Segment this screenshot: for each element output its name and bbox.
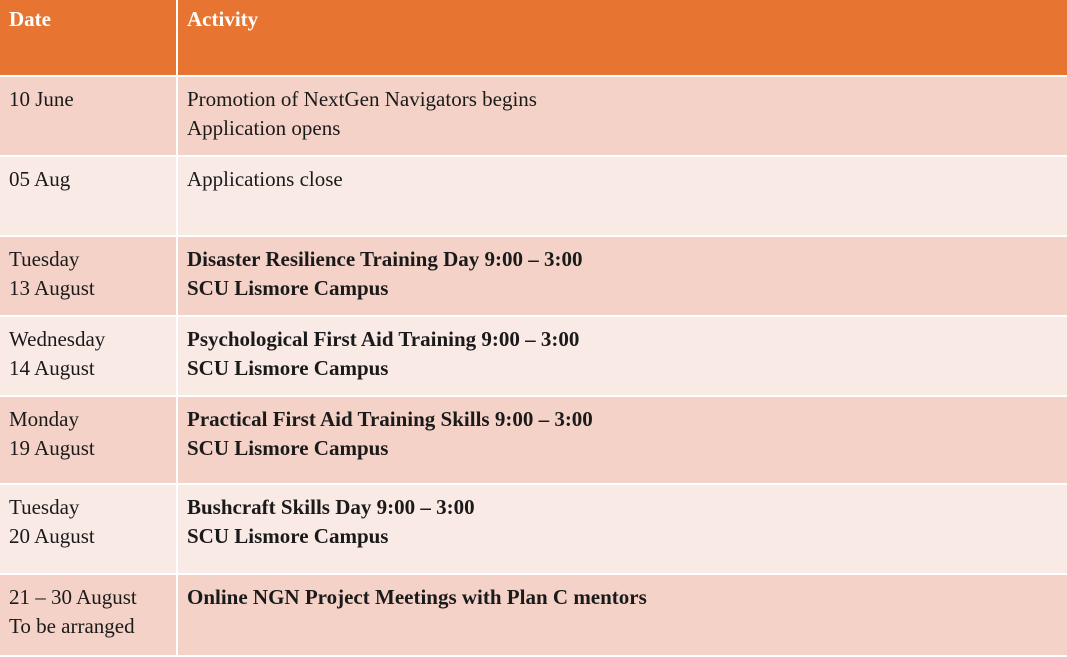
date-cell xyxy=(0,484,177,574)
date-cell xyxy=(0,236,177,316)
date-line: 21 – 30 August xyxy=(9,585,137,609)
activity-cell xyxy=(177,574,1067,656)
activity-line: SCU Lismore Campus xyxy=(187,276,389,300)
activity-line: SCU Lismore Campus xyxy=(187,524,389,548)
activity-cell xyxy=(177,484,1067,574)
date-line: 19 August xyxy=(9,436,95,460)
activity-cell xyxy=(177,156,1067,236)
activity-line: SCU Lismore Campus xyxy=(187,356,389,380)
date-line: 13 August xyxy=(9,276,95,300)
header-row xyxy=(0,0,1067,76)
activity-line: Online NGN Project Meetings with Plan C mentors xyxy=(187,585,647,609)
activity-cell xyxy=(177,396,1067,484)
activity-line: Disaster Resilience Training Day 9:00 – 3:00 xyxy=(187,247,583,271)
date-line: Monday xyxy=(9,407,79,431)
table-row xyxy=(0,316,1067,396)
activity-cell xyxy=(177,316,1067,396)
date-line: To be arranged xyxy=(9,614,135,638)
activity-line: Psychological First Aid Training 9:00 – 3:00 xyxy=(187,327,580,351)
activity-cell xyxy=(177,76,1067,156)
table-row xyxy=(0,484,1067,574)
date-line: 20 August xyxy=(9,524,95,548)
activity-line: Application opens xyxy=(187,116,341,140)
date-line: 10 June xyxy=(9,87,74,111)
date-cell xyxy=(0,574,177,656)
date-line: Tuesday xyxy=(9,247,80,271)
activity-cell xyxy=(177,236,1067,316)
table-row xyxy=(0,156,1067,236)
date-line: Wednesday xyxy=(9,327,106,351)
header-date: Date xyxy=(0,0,177,76)
activity-line: Practical First Aid Training Skills 9:00 – 3:00 xyxy=(187,407,593,431)
date-cell xyxy=(0,396,177,484)
activity-line: Bushcraft Skills Day 9:00 – 3:00 xyxy=(187,495,475,519)
activity-line: Applications close xyxy=(187,167,343,191)
activity-line: Promotion of NextGen Navigators begins xyxy=(187,87,537,111)
header-activity: Activity xyxy=(177,0,1067,76)
table-row xyxy=(0,76,1067,156)
date-cell xyxy=(0,156,177,236)
table-row xyxy=(0,574,1067,656)
date-cell xyxy=(0,76,177,156)
date-line: Tuesday xyxy=(9,495,80,519)
table-row xyxy=(0,236,1067,316)
date-line: 14 August xyxy=(9,356,95,380)
table-row xyxy=(0,396,1067,484)
activity-line: SCU Lismore Campus xyxy=(187,436,389,460)
date-line: 05 Aug xyxy=(9,167,71,191)
date-cell xyxy=(0,316,177,396)
